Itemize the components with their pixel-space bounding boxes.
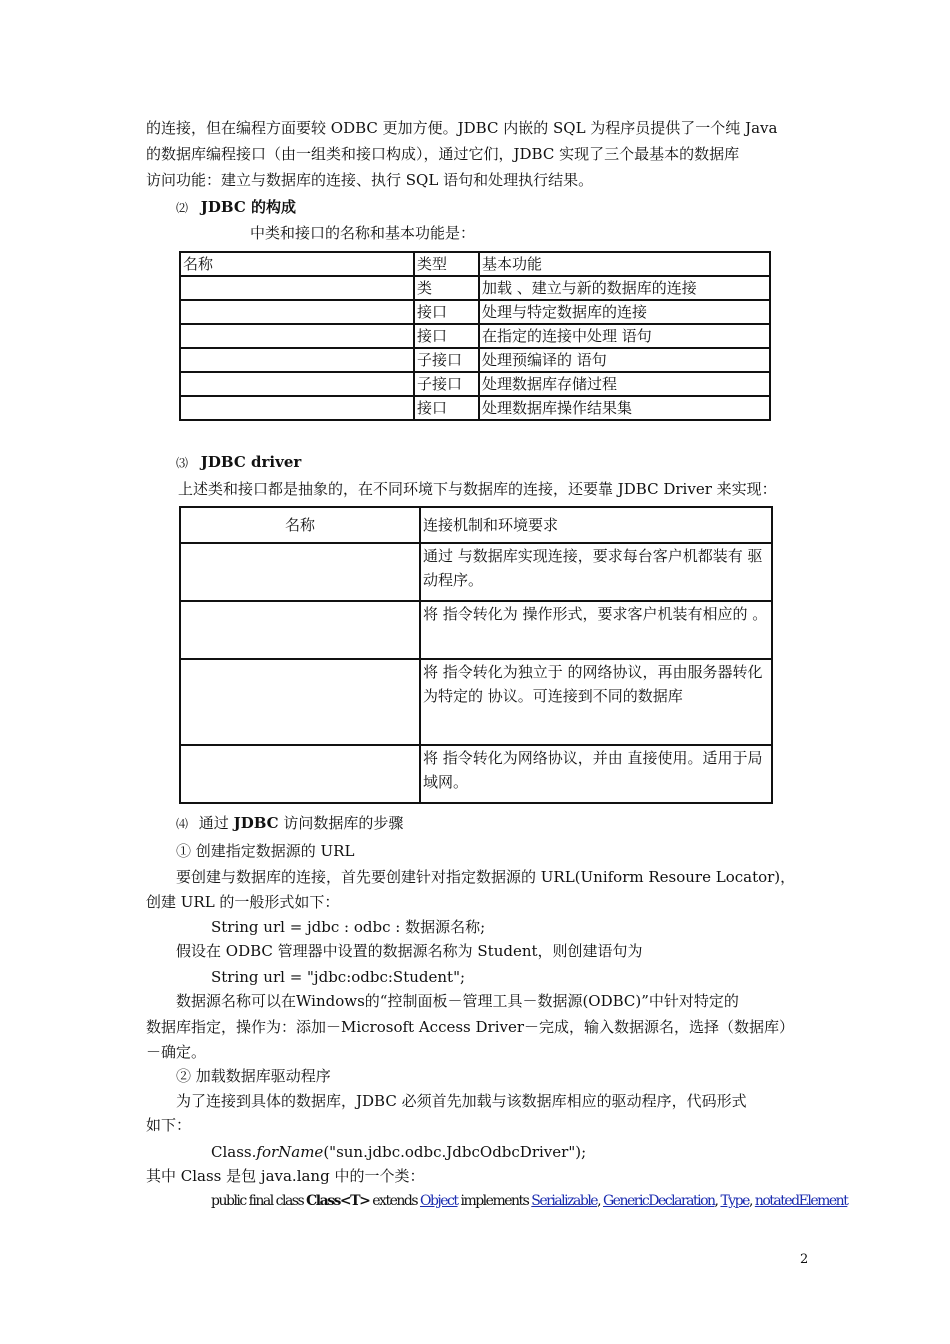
- table-header-cell: 类型: [414, 252, 479, 276]
- step-1-p2: 创建 URL 的一般形式如下：: [146, 893, 340, 911]
- step-1-p6: －确定。: [146, 1043, 207, 1061]
- step-2-code: [211, 1142, 586, 1162]
- annotated-element-link[interactable]: notatedElement: [754, 1193, 848, 1209]
- section-4-number: ⑷: [176, 817, 189, 831]
- code-pre: Class.: [211, 1143, 257, 1161]
- intro-line-1: 的连接，但在编程方面要较 ODBC 更加方便。JDBC 内嵌的 SQL 为程序员提供了一个纯 Java: [146, 119, 778, 137]
- intro-line-2: 的数据库编程接口（由一组类和接口构成），通过它们，JDBC 实现了三个最基本的数据库: [146, 145, 740, 163]
- step-1-p4: 数据源名称可以在Windows的“控制面板－管理工具－数据源(ODBC)”中针对特定的: [176, 992, 739, 1010]
- section-4-title: JDBC: [233, 814, 279, 832]
- decl-extends: extends: [369, 1193, 420, 1209]
- table-cell: [180, 601, 420, 659]
- table-row: [180, 324, 770, 348]
- section-2-lead: 中类和接口的名称和基本功能是：: [250, 224, 476, 242]
- decl-pre: public final class: [211, 1193, 307, 1209]
- section-3-title: JDBC driver: [200, 453, 302, 471]
- table-cell: 子接口: [414, 348, 479, 372]
- decl-comma: ,: [597, 1193, 603, 1209]
- type-link[interactable]: Type: [720, 1193, 749, 1209]
- section-3-number: ⑶: [176, 456, 189, 470]
- step-1-code-1: String url = jdbc : odbc : 数据源名称;: [211, 918, 486, 936]
- table-cell: 类: [414, 276, 479, 300]
- jdbc-components-table: [179, 251, 771, 421]
- table-header-row: [180, 252, 770, 276]
- step-2-p2: 如下：: [146, 1116, 192, 1134]
- step-1-title: ① 创建指定数据源的 URL: [176, 842, 355, 860]
- section-4-post: 访问数据库的步骤: [283, 814, 404, 832]
- jdbc-driver-table: [179, 506, 773, 804]
- table-cell: 将 指令转化为 操作形式，要求客户机装有相应的 。: [420, 601, 772, 659]
- table-cell: 接口: [414, 324, 479, 348]
- table-cell: [180, 276, 414, 300]
- table-cell: [180, 348, 414, 372]
- step-1-code-2: String url = "jdbc:odbc:Student";: [211, 968, 466, 986]
- table-row: [180, 396, 770, 420]
- section-2-title: JDBC 的构成: [200, 198, 297, 216]
- table-cell: [180, 745, 420, 803]
- section-4-heading: [176, 813, 403, 834]
- table-cell: [180, 372, 414, 396]
- table-header-cell: 连接机制和环境要求: [420, 507, 772, 543]
- table-cell: 处理与特定数据库的连接: [479, 300, 770, 324]
- step-1-p1: 要创建与数据库的连接，首先要创建针对指定数据源的 URL(Uniform Resoure Locator)，: [176, 868, 796, 886]
- table-row: [180, 276, 770, 300]
- decl-comma: ,: [748, 1193, 755, 1209]
- table-cell: 将 指令转化为网络协议，并由 直接使用。适用于局域网。: [420, 745, 772, 803]
- generic-declaration-link[interactable]: GenericDeclaration: [602, 1193, 715, 1209]
- table-cell: [180, 659, 420, 745]
- step-2-p3: 其中 Class 是包 java.lang 中的一个类：: [146, 1167, 425, 1185]
- table-cell: 处理数据库操作结果集: [479, 396, 770, 420]
- object-link[interactable]: Object: [419, 1193, 458, 1209]
- table-cell: [180, 300, 414, 324]
- class-declaration: [211, 1191, 847, 1211]
- table-cell: 接口: [414, 300, 479, 324]
- step-2-title: ② 加载数据库驱动程序: [176, 1067, 331, 1085]
- decl-implements: implements: [457, 1193, 532, 1209]
- table-cell: 在指定的连接中处理 语句: [479, 324, 770, 348]
- table-cell: 处理预编译的 语句: [479, 348, 770, 372]
- step-1-p5: 数据库指定，操作为：添加－Microsoft Access Driver－完成，输入数据源名，选择（数据库）: [146, 1018, 795, 1036]
- table-header-cell: 名称: [180, 507, 420, 543]
- table-header-row: [180, 507, 772, 543]
- table-header-cell: 基本功能: [479, 252, 770, 276]
- table-cell: 处理数据库存储过程: [479, 372, 770, 396]
- intro-line-3: 访问功能：建立与数据库的连接、执行 SQL 语句和处理执行结果。: [146, 171, 594, 189]
- table-row: [180, 372, 770, 396]
- page-number: 2: [800, 1252, 809, 1267]
- decl-class: Class<T>: [306, 1193, 370, 1209]
- step-2-p1: 为了连接到具体的数据库，JDBC 必须首先加载与该数据库相应的驱动程序，代码形式: [176, 1092, 747, 1110]
- section-4-pre: 通过: [198, 814, 229, 832]
- table-cell: 将 指令转化为独立于 的网络协议，再由服务器转化为特定的 协议。可连接到不同的数据库: [420, 659, 772, 745]
- table-row: [180, 543, 772, 601]
- table-row: [180, 659, 772, 745]
- code-method: forName: [256, 1143, 324, 1161]
- section-3-heading: [176, 452, 301, 473]
- section-2-number: ⑵: [176, 201, 189, 215]
- step-1-p3: 假设在 ODBC 管理器中设置的数据源名称为 Student，则创建语句为: [176, 942, 643, 960]
- table-row: [180, 601, 772, 659]
- table-cell: 通过 与数据库实现连接，要求每台客户机都装有 驱动程序。: [420, 543, 772, 601]
- decl-comma: ,: [714, 1193, 721, 1209]
- table-row: [180, 745, 772, 803]
- table-cell: [180, 396, 414, 420]
- table-cell: [180, 543, 420, 601]
- table-header-cell: 名称: [180, 252, 414, 276]
- table-cell: 子接口: [414, 372, 479, 396]
- table-row: [180, 348, 770, 372]
- section-3-lead: 上述类和接口都是抽象的，在不同环境下与数据库的连接，还要靠 JDBC Driver 来实现：: [178, 480, 777, 498]
- section-2-heading: [176, 197, 296, 218]
- code-post: ("sun.jdbc.odbc.JdbcOdbcDriver");: [323, 1143, 587, 1161]
- table-cell: 接口: [414, 396, 479, 420]
- table-row: [180, 300, 770, 324]
- serializable-link[interactable]: Serializable: [531, 1193, 598, 1209]
- table-cell: [180, 324, 414, 348]
- table-cell: 加载 、建立与新的数据库的连接: [479, 276, 770, 300]
